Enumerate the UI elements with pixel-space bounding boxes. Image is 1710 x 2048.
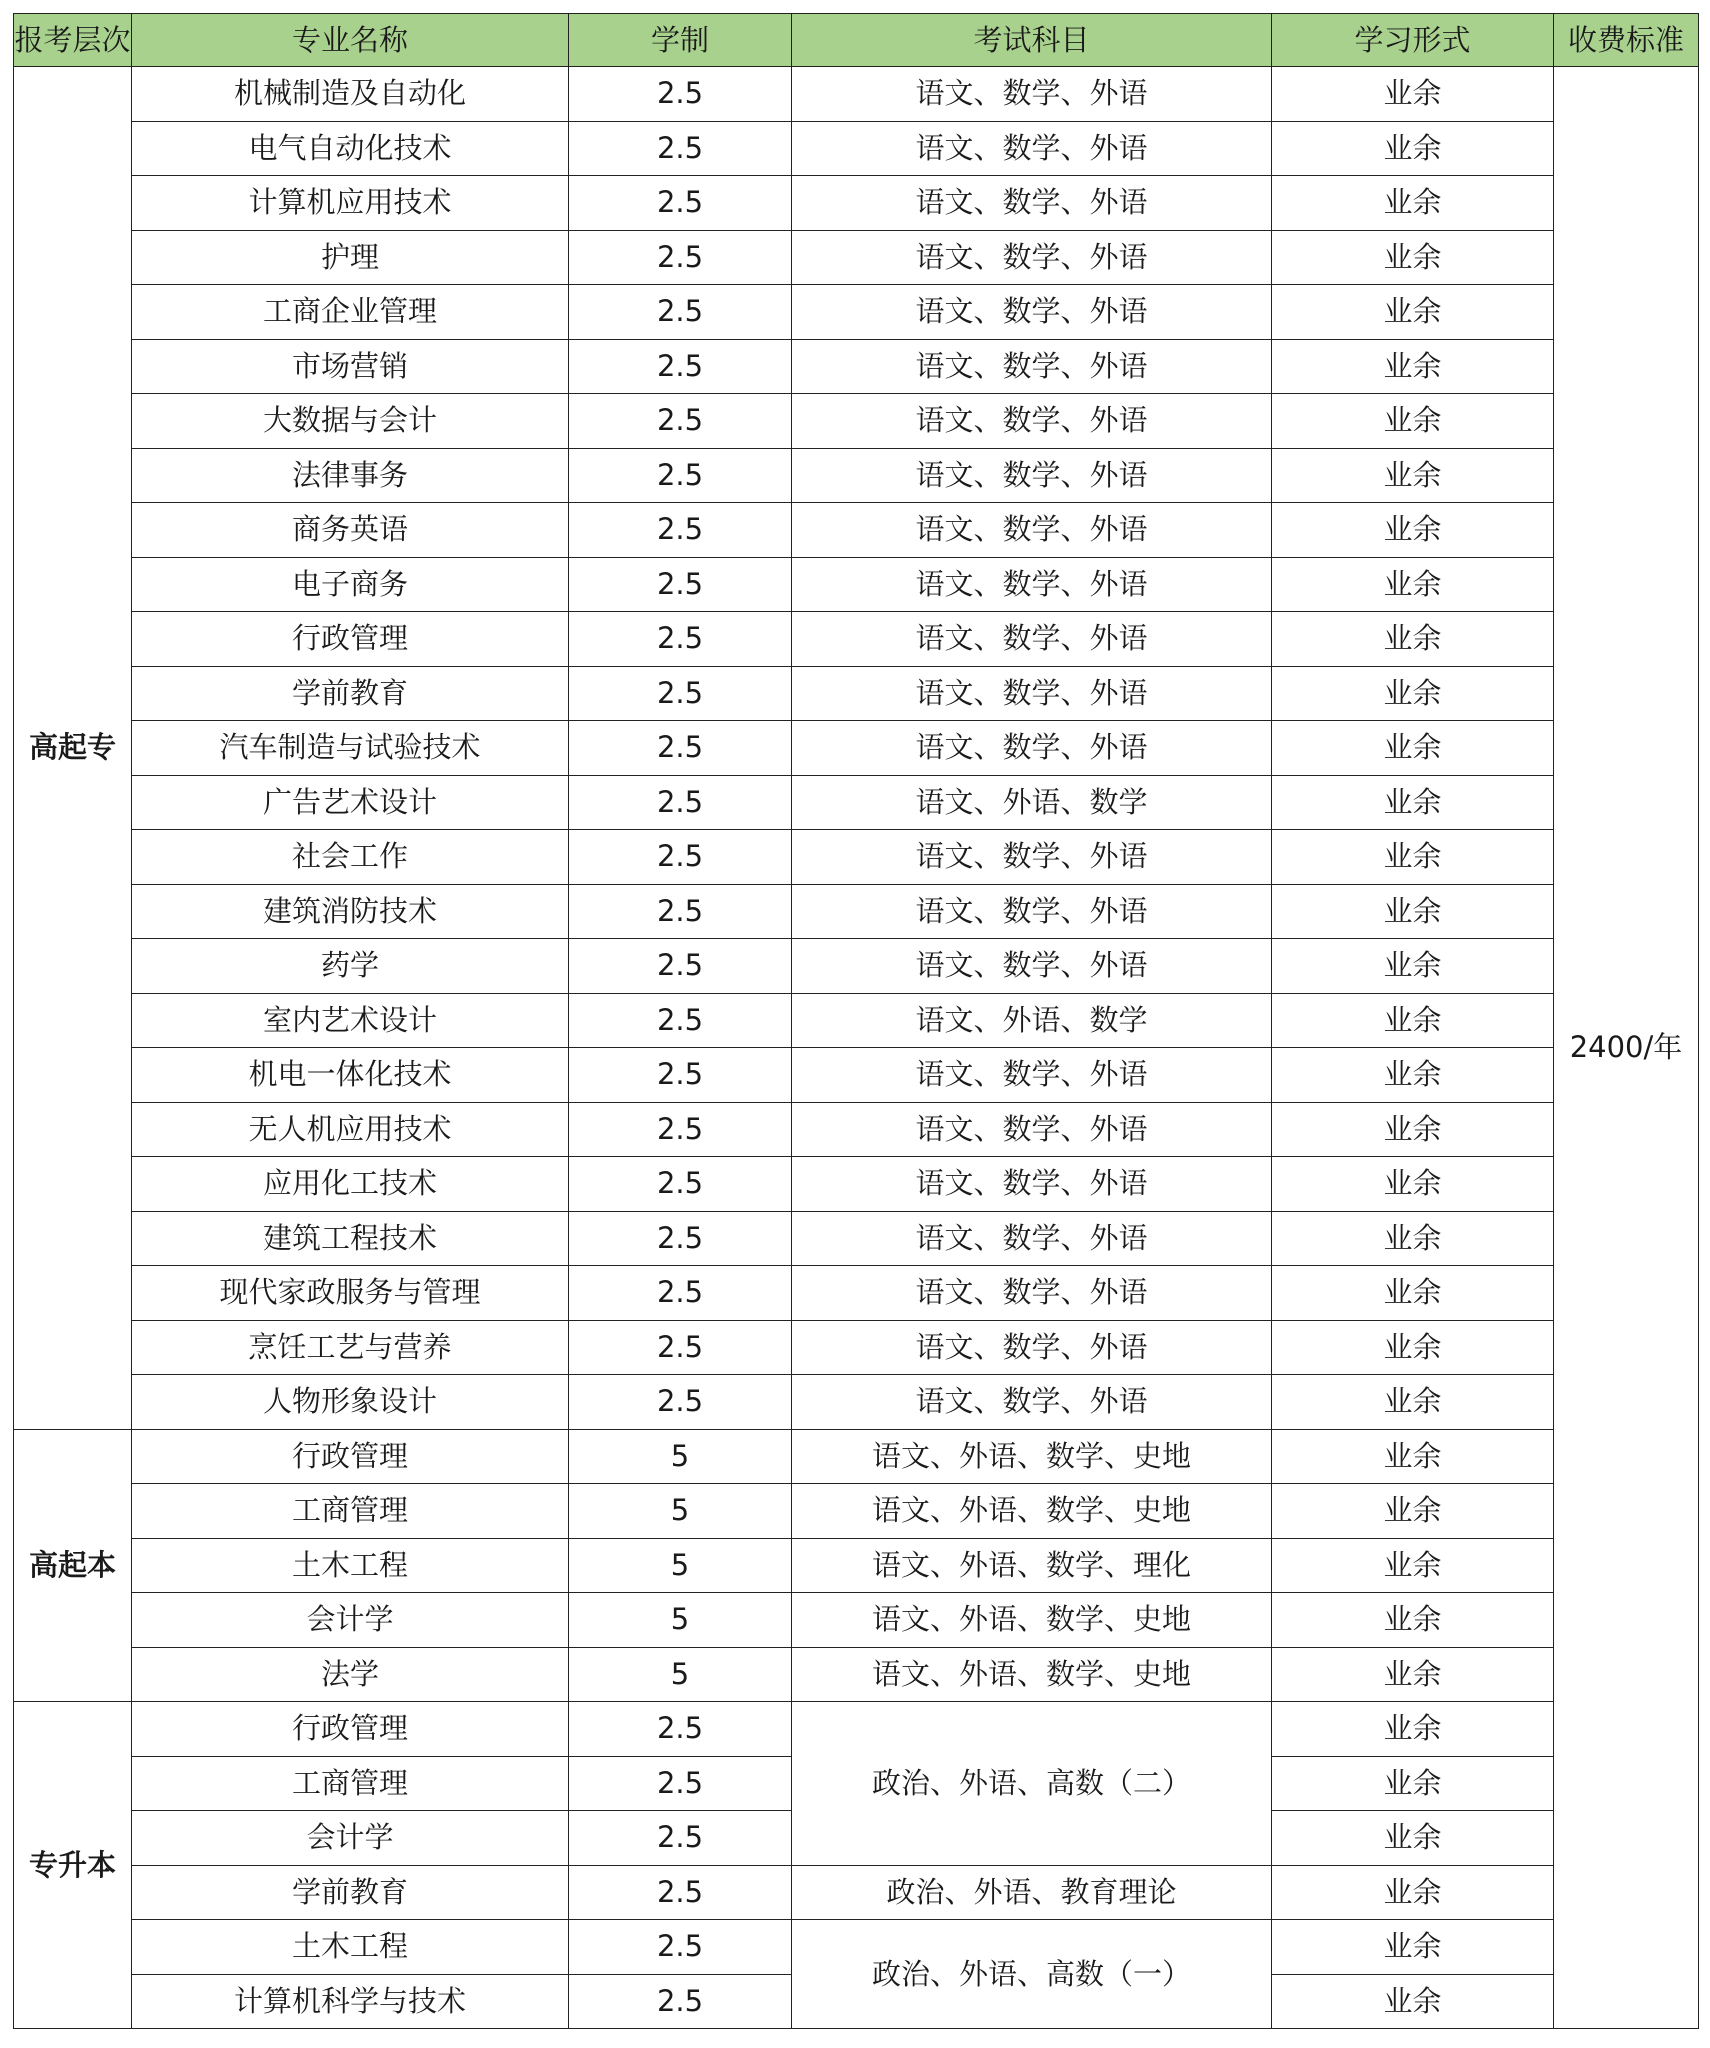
major-cell: 工商企业管理 <box>132 285 569 340</box>
major-cell: 行政管理 <box>132 612 569 667</box>
major-cell: 行政管理 <box>132 1429 569 1484</box>
subjects-cell: 语文、外语、数学、理化 <box>792 1538 1272 1593</box>
duration-cell: 2.5 <box>569 1048 792 1103</box>
study-mode-cell: 业余 <box>1272 1756 1554 1811</box>
duration-cell: 2.5 <box>569 1211 792 1266</box>
study-mode-cell: 业余 <box>1272 1974 1554 2029</box>
major-cell: 商务英语 <box>132 503 569 558</box>
study-mode-cell: 业余 <box>1272 1102 1554 1157</box>
duration-cell: 2.5 <box>569 285 792 340</box>
study-mode-cell: 业余 <box>1272 1429 1554 1484</box>
table-row <box>14 993 1699 1048</box>
subjects-cell: 语文、外语、数学 <box>792 993 1272 1048</box>
header-fee: 收费标准 <box>1554 14 1699 67</box>
header-major: 专业名称 <box>132 14 569 67</box>
duration-cell: 5 <box>569 1538 792 1593</box>
duration-cell: 5 <box>569 1484 792 1539</box>
subjects-cell: 语文、数学、外语 <box>792 121 1272 176</box>
major-cell: 机械制造及自动化 <box>132 67 569 122</box>
subjects-cell: 语文、数学、外语 <box>792 612 1272 667</box>
table-row <box>14 1320 1699 1375</box>
table-row <box>14 666 1699 721</box>
major-cell: 学前教育 <box>132 1865 569 1920</box>
study-mode-cell: 业余 <box>1272 339 1554 394</box>
level-cell: 高起专 <box>14 67 132 1430</box>
study-mode-cell: 业余 <box>1272 1920 1554 1975</box>
major-cell: 建筑工程技术 <box>132 1211 569 1266</box>
enrollment-table <box>13 13 1699 2029</box>
table-row <box>14 1702 1699 1757</box>
duration-cell: 2.5 <box>569 1375 792 1430</box>
table-row <box>14 1484 1699 1539</box>
subjects-cell: 语文、外语、数学 <box>792 775 1272 830</box>
table-row <box>14 67 1699 122</box>
duration-cell: 2.5 <box>569 67 792 122</box>
subjects-cell: 语文、外语、数学、史地 <box>792 1593 1272 1648</box>
subjects-cell: 语文、数学、外语 <box>792 339 1272 394</box>
table-row <box>14 1048 1699 1103</box>
duration-cell: 2.5 <box>569 1811 792 1866</box>
table-row <box>14 448 1699 503</box>
subjects-cell: 政治、外语、高数（一） <box>792 1920 1272 2029</box>
level-cell: 专升本 <box>14 1702 132 2029</box>
major-cell: 室内艺术设计 <box>132 993 569 1048</box>
duration-cell: 2.5 <box>569 993 792 1048</box>
major-cell: 建筑消防技术 <box>132 884 569 939</box>
duration-cell: 2.5 <box>569 721 792 776</box>
study-mode-cell: 业余 <box>1272 830 1554 885</box>
header-row <box>14 14 1699 67</box>
table-row <box>14 884 1699 939</box>
subjects-cell: 语文、数学、外语 <box>792 884 1272 939</box>
duration-cell: 2.5 <box>569 939 792 994</box>
study-mode-cell: 业余 <box>1272 1647 1554 1702</box>
table-row <box>14 830 1699 885</box>
subjects-cell: 语文、外语、数学、史地 <box>792 1429 1272 1484</box>
duration-cell: 2.5 <box>569 1865 792 1920</box>
study-mode-cell: 业余 <box>1272 1538 1554 1593</box>
table-row <box>14 1157 1699 1212</box>
major-cell: 药学 <box>132 939 569 994</box>
study-mode-cell: 业余 <box>1272 1865 1554 1920</box>
table-row <box>14 503 1699 558</box>
study-mode-cell: 业余 <box>1272 1702 1554 1757</box>
subjects-cell: 语文、数学、外语 <box>792 1320 1272 1375</box>
subjects-cell: 语文、数学、外语 <box>792 1157 1272 1212</box>
subjects-cell: 语文、数学、外语 <box>792 1375 1272 1430</box>
duration-cell: 2.5 <box>569 884 792 939</box>
subjects-cell: 语文、数学、外语 <box>792 394 1272 449</box>
major-cell: 学前教育 <box>132 666 569 721</box>
header-study-mode: 学习形式 <box>1272 14 1554 67</box>
duration-cell: 2.5 <box>569 394 792 449</box>
duration-cell: 2.5 <box>569 1702 792 1757</box>
duration-cell: 2.5 <box>569 230 792 285</box>
study-mode-cell: 业余 <box>1272 121 1554 176</box>
major-cell: 法律事务 <box>132 448 569 503</box>
major-cell: 大数据与会计 <box>132 394 569 449</box>
table-row <box>14 1538 1699 1593</box>
header-duration: 学制 <box>569 14 792 67</box>
duration-cell: 5 <box>569 1593 792 1648</box>
study-mode-cell: 业余 <box>1272 1593 1554 1648</box>
subjects-cell: 语文、数学、外语 <box>792 1266 1272 1321</box>
study-mode-cell: 业余 <box>1272 1320 1554 1375</box>
major-cell: 汽车制造与试验技术 <box>132 721 569 776</box>
major-cell: 土木工程 <box>132 1920 569 1975</box>
study-mode-cell: 业余 <box>1272 285 1554 340</box>
table-row <box>14 339 1699 394</box>
subjects-cell: 语文、数学、外语 <box>792 721 1272 776</box>
study-mode-cell: 业余 <box>1272 1048 1554 1103</box>
subjects-cell: 语文、数学、外语 <box>792 830 1272 885</box>
study-mode-cell: 业余 <box>1272 721 1554 776</box>
study-mode-cell: 业余 <box>1272 394 1554 449</box>
duration-cell: 2.5 <box>569 339 792 394</box>
header-level: 报考层次 <box>14 14 132 67</box>
duration-cell: 2.5 <box>569 775 792 830</box>
subjects-cell: 语文、外语、数学、史地 <box>792 1647 1272 1702</box>
table-row <box>14 721 1699 776</box>
study-mode-cell: 业余 <box>1272 1811 1554 1866</box>
study-mode-cell: 业余 <box>1272 666 1554 721</box>
subjects-cell: 语文、数学、外语 <box>792 448 1272 503</box>
major-cell: 市场营销 <box>132 339 569 394</box>
duration-cell: 2.5 <box>569 557 792 612</box>
study-mode-cell: 业余 <box>1272 557 1554 612</box>
major-cell: 广告艺术设计 <box>132 775 569 830</box>
study-mode-cell: 业余 <box>1272 1484 1554 1539</box>
subjects-cell: 语文、数学、外语 <box>792 67 1272 122</box>
subjects-cell: 语文、数学、外语 <box>792 176 1272 231</box>
major-cell: 电子商务 <box>132 557 569 612</box>
duration-cell: 2.5 <box>569 666 792 721</box>
major-cell: 会计学 <box>132 1811 569 1866</box>
major-cell: 社会工作 <box>132 830 569 885</box>
duration-cell: 2.5 <box>569 448 792 503</box>
table-row <box>14 1102 1699 1157</box>
major-cell: 烹饪工艺与营养 <box>132 1320 569 1375</box>
subjects-cell: 语文、数学、外语 <box>792 503 1272 558</box>
duration-cell: 2.5 <box>569 1974 792 2029</box>
major-cell: 会计学 <box>132 1593 569 1648</box>
study-mode-cell: 业余 <box>1272 1211 1554 1266</box>
study-mode-cell: 业余 <box>1272 1266 1554 1321</box>
subjects-cell: 语文、外语、数学、史地 <box>792 1484 1272 1539</box>
study-mode-cell: 业余 <box>1272 612 1554 667</box>
table-body <box>14 67 1699 2029</box>
subjects-cell: 政治、外语、教育理论 <box>792 1865 1272 1920</box>
major-cell: 行政管理 <box>132 1702 569 1757</box>
subjects-cell: 语文、数学、外语 <box>792 230 1272 285</box>
study-mode-cell: 业余 <box>1272 939 1554 994</box>
table-row <box>14 121 1699 176</box>
table-row <box>14 939 1699 994</box>
major-cell: 护理 <box>132 230 569 285</box>
subjects-cell: 语文、数学、外语 <box>792 1102 1272 1157</box>
header-subjects: 考试科目 <box>792 14 1272 67</box>
level-cell: 高起本 <box>14 1429 132 1702</box>
table-row <box>14 612 1699 667</box>
study-mode-cell: 业余 <box>1272 1375 1554 1430</box>
table-row <box>14 1211 1699 1266</box>
duration-cell: 2.5 <box>569 503 792 558</box>
table-row <box>14 230 1699 285</box>
major-cell: 工商管理 <box>132 1756 569 1811</box>
major-cell: 无人机应用技术 <box>132 1102 569 1157</box>
major-cell: 计算机科学与技术 <box>132 1974 569 2029</box>
duration-cell: 2.5 <box>569 612 792 667</box>
duration-cell: 2.5 <box>569 830 792 885</box>
study-mode-cell: 业余 <box>1272 503 1554 558</box>
subjects-cell: 政治、外语、高数（二） <box>792 1702 1272 1866</box>
table-row <box>14 1375 1699 1430</box>
table-row <box>14 176 1699 231</box>
duration-cell: 2.5 <box>569 121 792 176</box>
major-cell: 现代家政服务与管理 <box>132 1266 569 1321</box>
duration-cell: 5 <box>569 1429 792 1484</box>
table-row <box>14 1266 1699 1321</box>
table-row <box>14 775 1699 830</box>
study-mode-cell: 业余 <box>1272 176 1554 231</box>
fee-cell: 2400/年 <box>1554 67 1699 2029</box>
major-cell: 机电一体化技术 <box>132 1048 569 1103</box>
table-row <box>14 1647 1699 1702</box>
major-cell: 应用化工技术 <box>132 1157 569 1212</box>
table-row <box>14 285 1699 340</box>
duration-cell: 2.5 <box>569 1266 792 1321</box>
duration-cell: 2.5 <box>569 1157 792 1212</box>
major-cell: 电气自动化技术 <box>132 121 569 176</box>
subjects-cell: 语文、数学、外语 <box>792 939 1272 994</box>
study-mode-cell: 业余 <box>1272 884 1554 939</box>
table-row <box>14 557 1699 612</box>
subjects-cell: 语文、数学、外语 <box>792 285 1272 340</box>
table-row <box>14 1865 1699 1920</box>
duration-cell: 2.5 <box>569 1102 792 1157</box>
study-mode-cell: 业余 <box>1272 993 1554 1048</box>
subjects-cell: 语文、数学、外语 <box>792 666 1272 721</box>
major-cell: 工商管理 <box>132 1484 569 1539</box>
major-cell: 计算机应用技术 <box>132 176 569 231</box>
study-mode-cell: 业余 <box>1272 1157 1554 1212</box>
major-cell: 人物形象设计 <box>132 1375 569 1430</box>
table-row <box>14 394 1699 449</box>
table-row <box>14 1593 1699 1648</box>
duration-cell: 5 <box>569 1647 792 1702</box>
study-mode-cell: 业余 <box>1272 448 1554 503</box>
major-cell: 法学 <box>132 1647 569 1702</box>
study-mode-cell: 业余 <box>1272 230 1554 285</box>
duration-cell: 2.5 <box>569 1920 792 1975</box>
duration-cell: 2.5 <box>569 1320 792 1375</box>
table-row <box>14 1429 1699 1484</box>
duration-cell: 2.5 <box>569 1756 792 1811</box>
table-row <box>14 1920 1699 1975</box>
subjects-cell: 语文、数学、外语 <box>792 557 1272 612</box>
duration-cell: 2.5 <box>569 176 792 231</box>
study-mode-cell: 业余 <box>1272 67 1554 122</box>
subjects-cell: 语文、数学、外语 <box>792 1211 1272 1266</box>
major-cell: 土木工程 <box>132 1538 569 1593</box>
subjects-cell: 语文、数学、外语 <box>792 1048 1272 1103</box>
study-mode-cell: 业余 <box>1272 775 1554 830</box>
